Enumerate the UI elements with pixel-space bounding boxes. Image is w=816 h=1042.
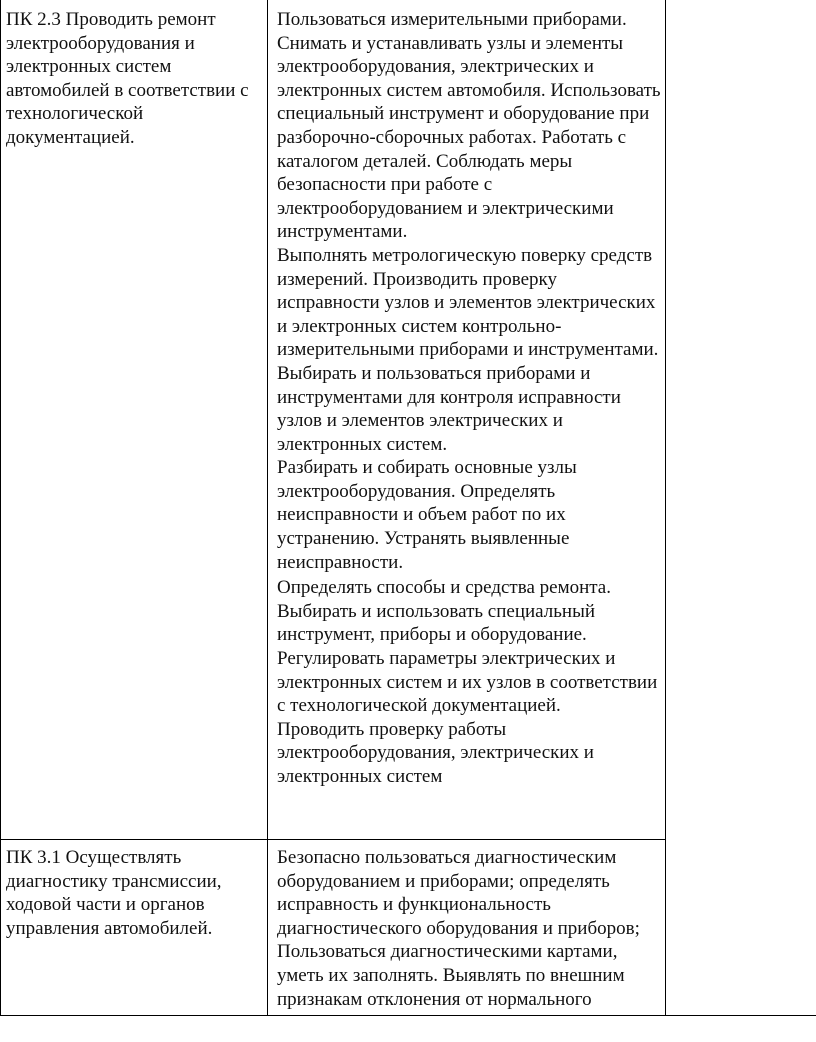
table-divider-col1 xyxy=(267,0,268,1016)
skills-paragraph: Выбирать и пользоваться приборами и инструментами для контроля исправности узлов и элементов электрических и электронных систем. xyxy=(277,362,621,455)
table-row-divider xyxy=(0,839,665,840)
skills-paragraph: Разбирать и собирать основные узлы электрооборудования. Определять неисправности и объем работ по их устранению. Устранять выявленные неисправности. xyxy=(277,457,577,573)
skills-paragraph: Выполнять метрологическую поверку средств измерений. Производить проверку исправности узлов и элементов электрических и электронных систем контрольно-измерительными приборами и инструментами. xyxy=(277,244,659,361)
skills-paragraph: Пользоваться измерительными приборами. Снимать и устанавливать узлы и элементы электрооборудования, электрических и электронных систем автомобиля. Использовать специальный инструмент и оборудование при разборочно-сборочных работах. Работать с каталогом деталей. Соблюдать меры безопасности при работе с электрооборудованием и электрическими инструментами. xyxy=(277,9,661,243)
skills-cell-pk-2-3 xyxy=(277,8,663,789)
table-divider-col2 xyxy=(665,0,666,1016)
competency-cell-pk-2-3 xyxy=(6,8,264,150)
skills-paragraph: Проводить проверку работы электрооборудования, электрических и электронных систем xyxy=(277,718,594,787)
competency-text: ПК 3.1 Осуществлять диагностику трансмиссии, ходовой части и органов управления автомобилей. xyxy=(6,847,222,939)
competency-text: ПК 2.3 Проводить ремонт электрооборудования и электронных систем автомобилей в соответствии с технологической документацией. xyxy=(6,9,249,148)
skills-paragraph: Безопасно пользоваться диагностическим оборудованием и приборами; определять исправность и функциональность диагностического оборудования и приборов; Пользоваться диагностическими картами, уметь их заполнять. Выявлять по внешним признакам отклонения от нормального xyxy=(277,847,640,1010)
skills-cell-pk-3-1 xyxy=(277,846,663,1011)
table-border-left xyxy=(0,0,1,1016)
skills-paragraph: Определять способы и средства ремонта. Выбирать и использовать специальный инструмент, приборы и оборудование. Регулировать параметры электрических и электронных систем и их узлов в соответствии с технологической документацией. xyxy=(277,577,658,717)
competency-cell-pk-3-1 xyxy=(6,846,246,940)
table-bottom-border xyxy=(0,1015,816,1016)
